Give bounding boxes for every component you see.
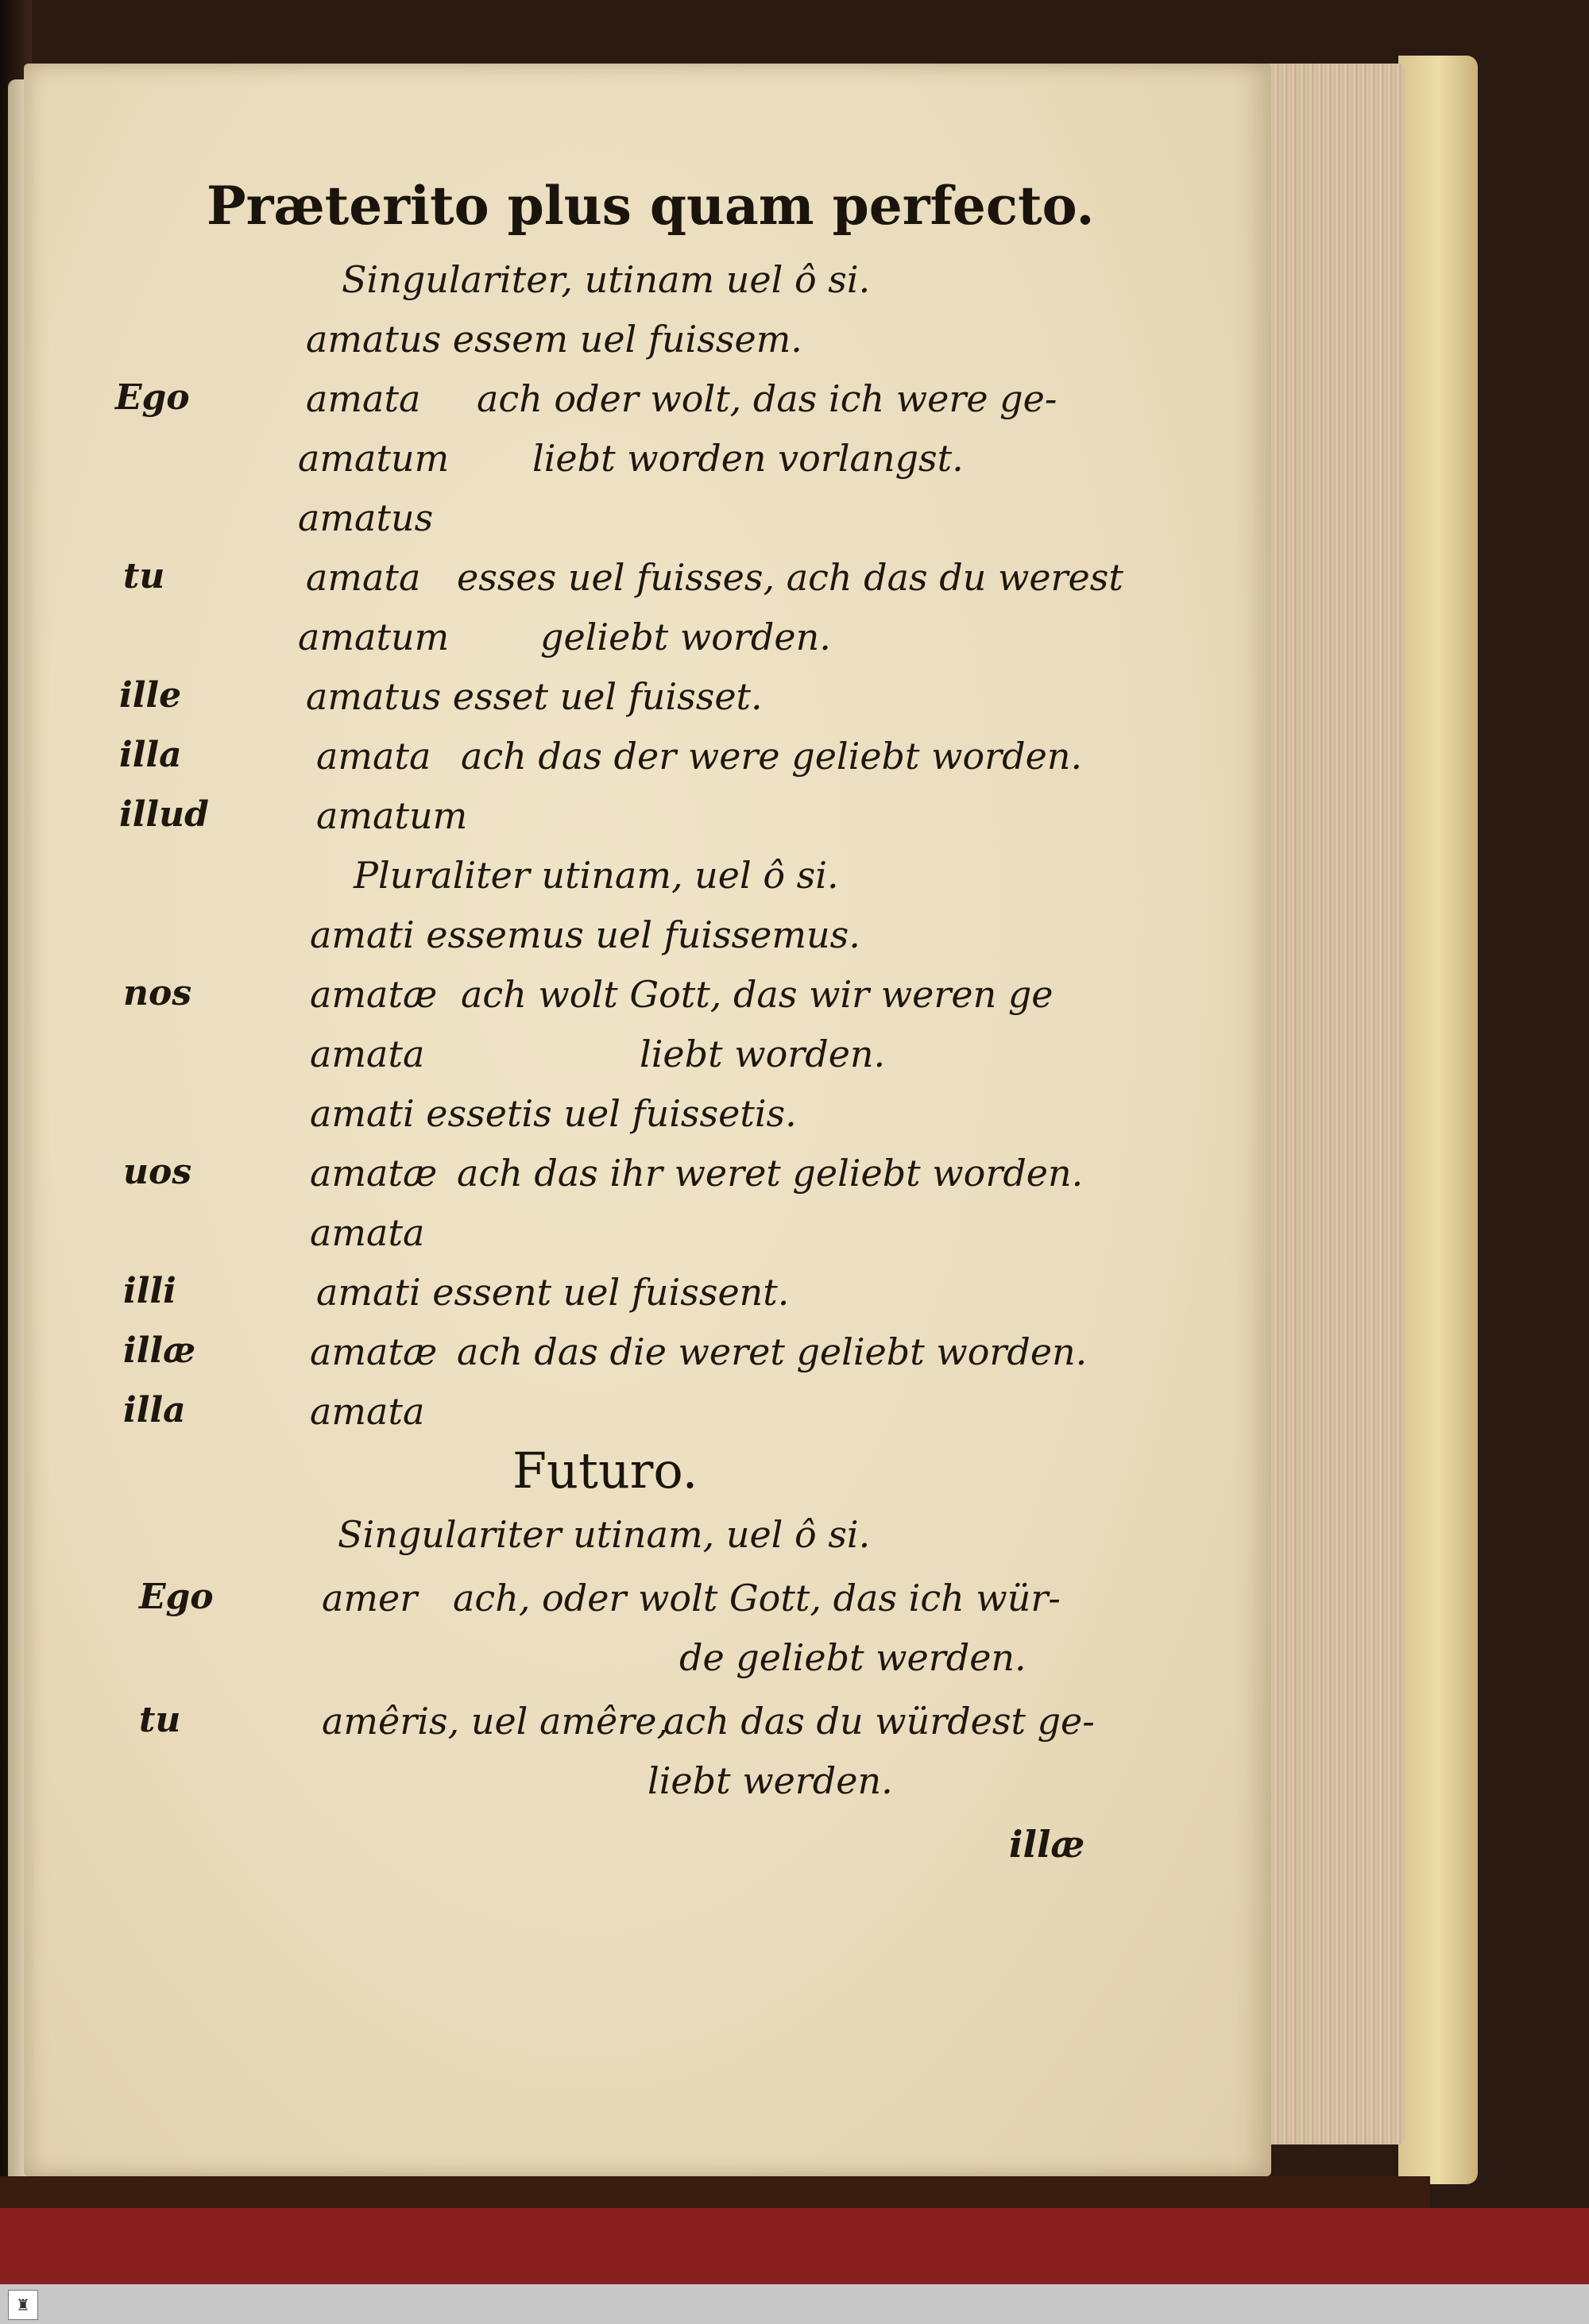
pronoun: illæ	[123, 1330, 196, 1371]
pronoun: tu	[123, 556, 165, 596]
verb-form: amatæ	[310, 1330, 438, 1373]
verb-form: amêris, uel amêre,	[322, 1700, 669, 1743]
library-logo-icon: ♜	[8, 2290, 38, 2320]
pronoun: illa	[123, 1390, 186, 1430]
verb-form: amatum	[316, 794, 468, 837]
verb-form: amatus	[298, 496, 434, 539]
german-gloss: liebt worden.	[640, 1033, 886, 1075]
number-subheading: Singulariter, utinam uel ô si.	[342, 258, 871, 301]
verb-form: amatæ	[310, 973, 438, 1016]
verb-form: amata	[316, 735, 431, 778]
german-gloss: ach das du würdest ge-	[663, 1700, 1095, 1743]
german-gloss: ach wolt Gott, das wir weren ge	[461, 973, 1054, 1016]
pronoun: ille	[119, 675, 182, 716]
german-gloss: ach, oder wolt Gott, das ich wür-	[453, 1577, 1061, 1619]
german-gloss: geliebt worden.	[540, 616, 831, 658]
pronoun: illi	[123, 1271, 176, 1311]
german-gloss: liebt worden vorlangst.	[532, 437, 964, 480]
pronoun: illud	[119, 794, 209, 835]
binding-cloth	[0, 2208, 1589, 2292]
german-gloss: ach das die weret geliebt worden.	[457, 1330, 1088, 1373]
number-subheading: Singulariter utinam, uel ô si.	[338, 1513, 871, 1556]
verb-form: amatæ	[310, 1152, 438, 1195]
verb-form: amatum	[298, 616, 450, 658]
page-fore-edge	[1254, 64, 1405, 2144]
verb-form: amata	[306, 377, 421, 420]
verb-form: amata	[310, 1211, 425, 1254]
conjugation-line: amati essetis uel fuissetis.	[310, 1092, 797, 1135]
conjugation-line: amati essemus uel fuissemus.	[310, 913, 860, 956]
page	[24, 64, 1271, 2176]
conjugation-line: amatus essem uel fuissem.	[306, 318, 802, 361]
tense-heading: Præterito plus quam perfecto.	[207, 175, 1095, 237]
pronoun: uos	[123, 1152, 192, 1192]
pronoun: Ego	[139, 1577, 214, 1617]
viewer-footer-bar	[0, 2284, 1589, 2324]
verb-form: amatum	[298, 437, 450, 480]
tense-heading: Futuro.	[512, 1442, 698, 1500]
number-subheading: Pluraliter utinam, uel ô si.	[354, 854, 839, 897]
pronoun: tu	[139, 1700, 181, 1740]
pronoun: Ego	[115, 377, 190, 418]
verb-form: amer	[322, 1577, 418, 1619]
pronoun: nos	[123, 973, 192, 1013]
german-gloss: de geliebt werden.	[679, 1636, 1026, 1679]
pronoun: illa	[119, 735, 182, 775]
verb-form: amata	[310, 1390, 425, 1433]
german-gloss: liebt werden.	[648, 1759, 893, 1802]
german-gloss: ach das der were geliebt worden.	[461, 735, 1083, 778]
verb-form: amata	[306, 556, 421, 599]
verb-form: amata	[310, 1033, 425, 1075]
catchword: illæ	[1009, 1823, 1085, 1866]
german-gloss: ach das ihr weret geliebt worden.	[457, 1152, 1084, 1195]
conjugation-line: amatus esset uel fuisset.	[306, 675, 763, 718]
conjugation-line: esses uel fuisses, ach das du werest	[457, 556, 1123, 599]
book-cover-board	[1398, 56, 1478, 2184]
conjugation-line: amati essent uel fuissent.	[316, 1271, 790, 1314]
german-gloss: ach oder wolt, das ich were ge-	[477, 377, 1057, 420]
